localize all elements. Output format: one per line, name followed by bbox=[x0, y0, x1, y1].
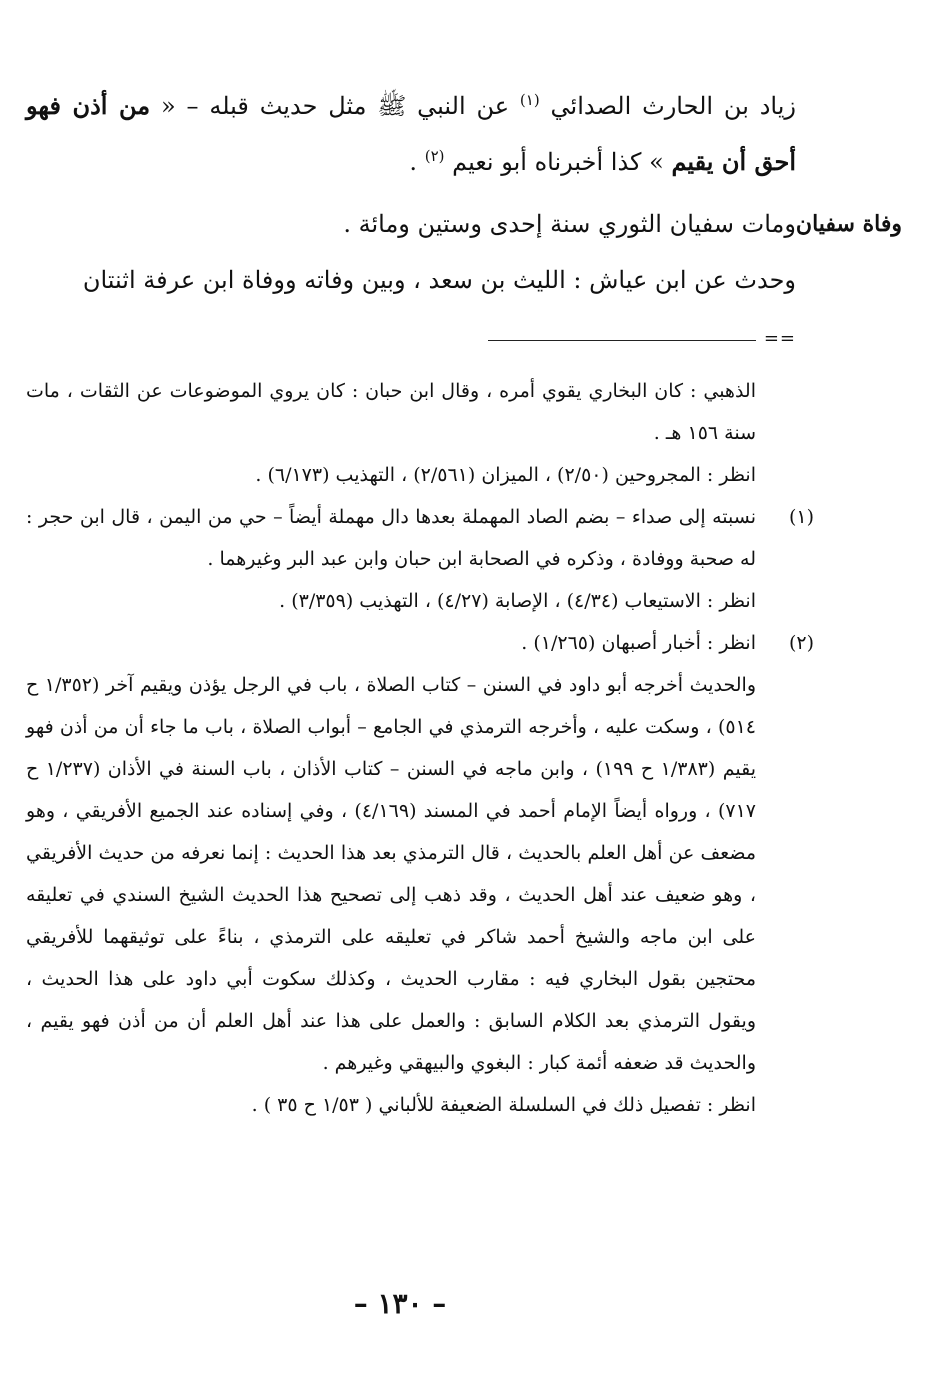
hadith-source: » كذا أخبرناه أبو نعيم bbox=[452, 148, 664, 176]
main-paragraph-1 bbox=[26, 78, 796, 190]
sentence-end: . bbox=[409, 148, 418, 176]
hadith-discussion-text: والحديث أخرجه أبو داود في السنن – كتاب الصلاة ، باب في الرجل يؤذن ويقيم آخر (١/٣٥٢ ح ٥١٤) ، وسكت عليه ، وأخرجه الترمذي في الجامع – أبواب الصلاة ، باب ما جاء أن من أذن فهو يقيم (١/٣٨٣ ح ١٩٩) ، وابن ماجه في السنن – كتاب الأذان ، باب السنة في الأذان (١/٢٣٧ ح ٧١٧) ، ورواه أيضاً الإمام أحمد في المسند (٤/١٦٩) ، وفي إسناده عند الجميع الأفريقي ، وهو مضعف عن أهل العلم بالحديث ، قال الترمذي بعد هذا الحديث : إنما نعرفه من حديث الأفريقي ، وهو ضعيف عند أهل الحديث ، وقد ذهب إلى تصحيح هذا الحديث الشيخ السندي في تعليقه على ابن ماجه والشيخ أحمد شاكر في تعليقه على الترمذي ، بناءً على توثيقهما للأفريقي محتجين بقول البخاري فيه : مقارب الحديث ، وكذلك سكوت أبي داود على هذا الحديث ، ويقول الترمذي بعد الكلام السابق : والعمل على هذا عند أهل العلم أن من أذن فهو يقيم ، والحديث قد ضعفه أئمة كبار : البغوي والبيهقي وغيرهم . bbox=[26, 674, 757, 1074]
page-number: – ١٣٠ – bbox=[353, 1287, 447, 1320]
hadith-final-ref: انظر : تفصيل ذلك في السلسلة الضعيفة للألباني ( ١/٥٣ ح ٣٥ ) . bbox=[251, 1094, 756, 1116]
ibn-ayyash-text: وحدث عن ابن عياش : الليث بن سعد ، وبين وفاته ووفاة ابن عرفة اثنتان bbox=[82, 266, 796, 294]
continuation-mark: == bbox=[763, 328, 796, 349]
footnote-continued-refs: انظر : المجروحين (٢/٥٠) ، الميزان (٢/٥٦١) ، التهذيب (٦/١٧٣) . bbox=[255, 464, 756, 486]
footnote-continued-text: الذهبي : كان البخاري يقوي أمره ، وقال ابن حبان : كان يروي الموضوعات عن الثقات ، مات سنة ١٥٦ هـ . bbox=[26, 380, 756, 444]
main-paragraph-3 bbox=[26, 252, 796, 308]
footnote-2-hadith-discussion bbox=[26, 664, 756, 1126]
footnote-2-number: (٢) bbox=[788, 632, 814, 654]
footnote-1-refs: انظر : الاستيعاب (٤/٣٤) ، الإصابة (٤/٢٧) ، التهذيب (٣/٣٥٩) . bbox=[279, 590, 756, 612]
footnote-separator bbox=[488, 340, 756, 341]
footnote-2 bbox=[26, 622, 814, 664]
footnote-ref-2: (٢) bbox=[424, 147, 445, 165]
sufyan-death-text: ومات سفيان الثوري سنة إحدى وستين ومائة . bbox=[343, 210, 796, 238]
footnotes-section bbox=[0, 370, 946, 1126]
footnote-1 bbox=[26, 496, 814, 622]
footnote-1-text: نسبته إلى صداء – بضم الصاد المهملة بعدها دال مهملة أيضاً – حي من اليمن ، قال ابن حجر : له صحبة ووفادة ، وذكره في الصحابة ابن حبان وابن عبد البر وغيرهما . bbox=[26, 506, 756, 570]
main-paragraph-2 bbox=[26, 196, 796, 252]
footnote-1-number: (١) bbox=[788, 506, 814, 528]
footnote-continued bbox=[26, 370, 756, 496]
margin-note-sufyan-death: وفاة سفيان bbox=[795, 211, 902, 237]
hadith-intro: عن النبي ﷺ مثل حديث قبله – « bbox=[161, 92, 510, 120]
footnote-2-text: انظر : أخبار أصبهان (١/٢٦٥) . bbox=[521, 632, 756, 654]
narrator-text: زياد بن الحارث الصدائي bbox=[550, 92, 796, 120]
footnote-ref-1: (١) bbox=[519, 91, 540, 109]
hadith-quote: من أذن فهو أحق أن يقيم bbox=[26, 91, 796, 176]
